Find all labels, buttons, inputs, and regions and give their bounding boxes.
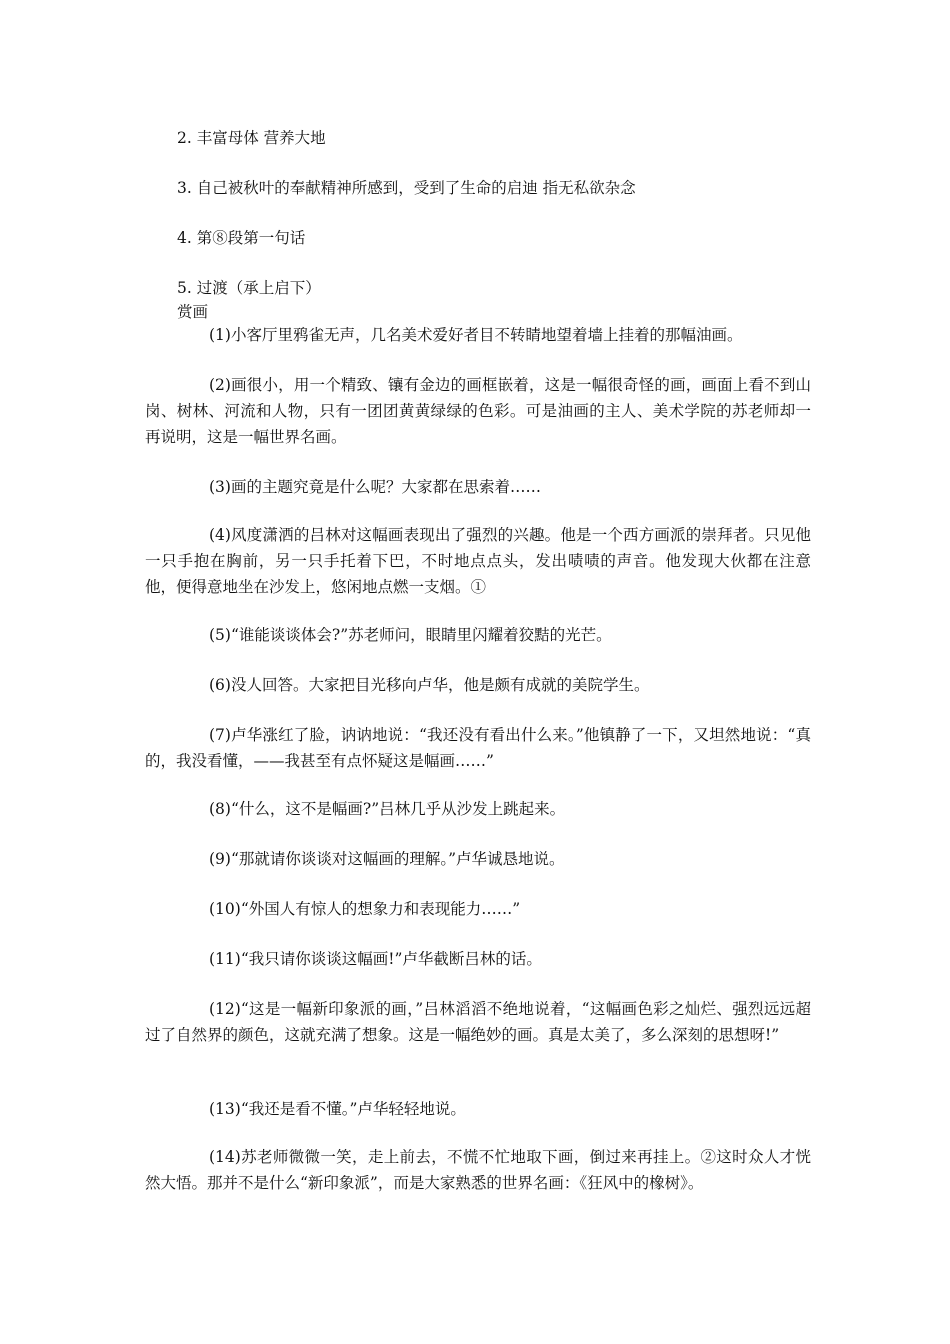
answer-2: 2. 丰富母体 营养大地: [177, 129, 326, 147]
paragraph-2: (2)画很小，用一个精致、镶有金边的画框嵌着，这是一幅很奇怪的画，画面上看不到山岗、树林、河流和人物，只有一团团黄黄绿绿的色彩。可是油画的主人、美术学院的苏老师却一再说明，这是一幅世界名画。: [145, 376, 811, 446]
paragraph-14: (14)苏老师微微一笑，走上前去，不慌不忙地取下画，倒过来再挂上。②这时众人才恍然大悟。那并不是什么“新印象派”，而是大家熟悉的世界名画：《狂风中的橡树》。: [145, 1148, 811, 1192]
paragraph-1: (1)小客厅里鸦雀无声，几名美术爱好者目不转睛地望着墙上挂着的那幅油画。: [209, 326, 743, 344]
paragraph-13: (13)“我还是看不懂。”卢华轻轻地说。: [209, 1100, 466, 1118]
paragraph-4: (4)风度潇洒的吕林对这幅画表现出了强烈的兴趣。他是一个西方画派的崇拜者。只见他一只手抱在胸前，另一只手托着下巴，不时地点点头，发出啧啧的声音。他发现大伙都在注意他，便得意地坐在沙发上，悠闲地点燃一支烟。①: [145, 526, 811, 596]
paragraph-9: (9)“那就请你谈谈对这幅画的理解。”卢华诚恳地说。: [209, 850, 565, 868]
paragraph-3: (3)画的主题究竟是什么呢？大家都在思索着……: [209, 478, 541, 496]
paragraph-6: (6)没人回答。大家把目光移向卢华，他是颇有成就的美院学生。: [209, 676, 650, 694]
answer-3: 3. 自己被秋叶的奉献精神所感到，受到了生命的启迪 指无私欲杂念: [177, 179, 636, 197]
paragraph-7: (7)卢华涨红了脸，讷讷地说：“我还没有看出什么来。”他镇静了一下，又坦然地说：“真的，我没看懂，——我甚至有点怀疑这是幅画……”: [145, 726, 811, 770]
article-title: 赏画: [177, 303, 209, 321]
answer-5: 5. 过渡（承上启下）: [177, 279, 321, 297]
paragraph-10: (10)“外国人有惊人的想象力和表现能力……”: [209, 900, 521, 918]
paragraph-11: (11)“我只请你谈谈这幅画!”卢华截断吕林的话。: [209, 950, 542, 968]
answer-4: 4. 第⑧段第一句话: [177, 229, 306, 247]
paragraph-5: (5)“谁能谈谈体会?”苏老师问，眼睛里闪耀着狡黠的光芒。: [209, 626, 612, 644]
paragraph-8: (8)“什么，这不是幅画?”吕林几乎从沙发上跳起来。: [209, 800, 566, 818]
paragraph-12: (12)“这是一幅新印象派的画，”吕林滔滔不绝地说着，“这幅画色彩之灿烂、强烈远远超过了自然界的颜色，这就充满了想象。这是一幅绝妙的画。真是太美了，多么深刻的思想呀!”: [145, 1000, 811, 1044]
